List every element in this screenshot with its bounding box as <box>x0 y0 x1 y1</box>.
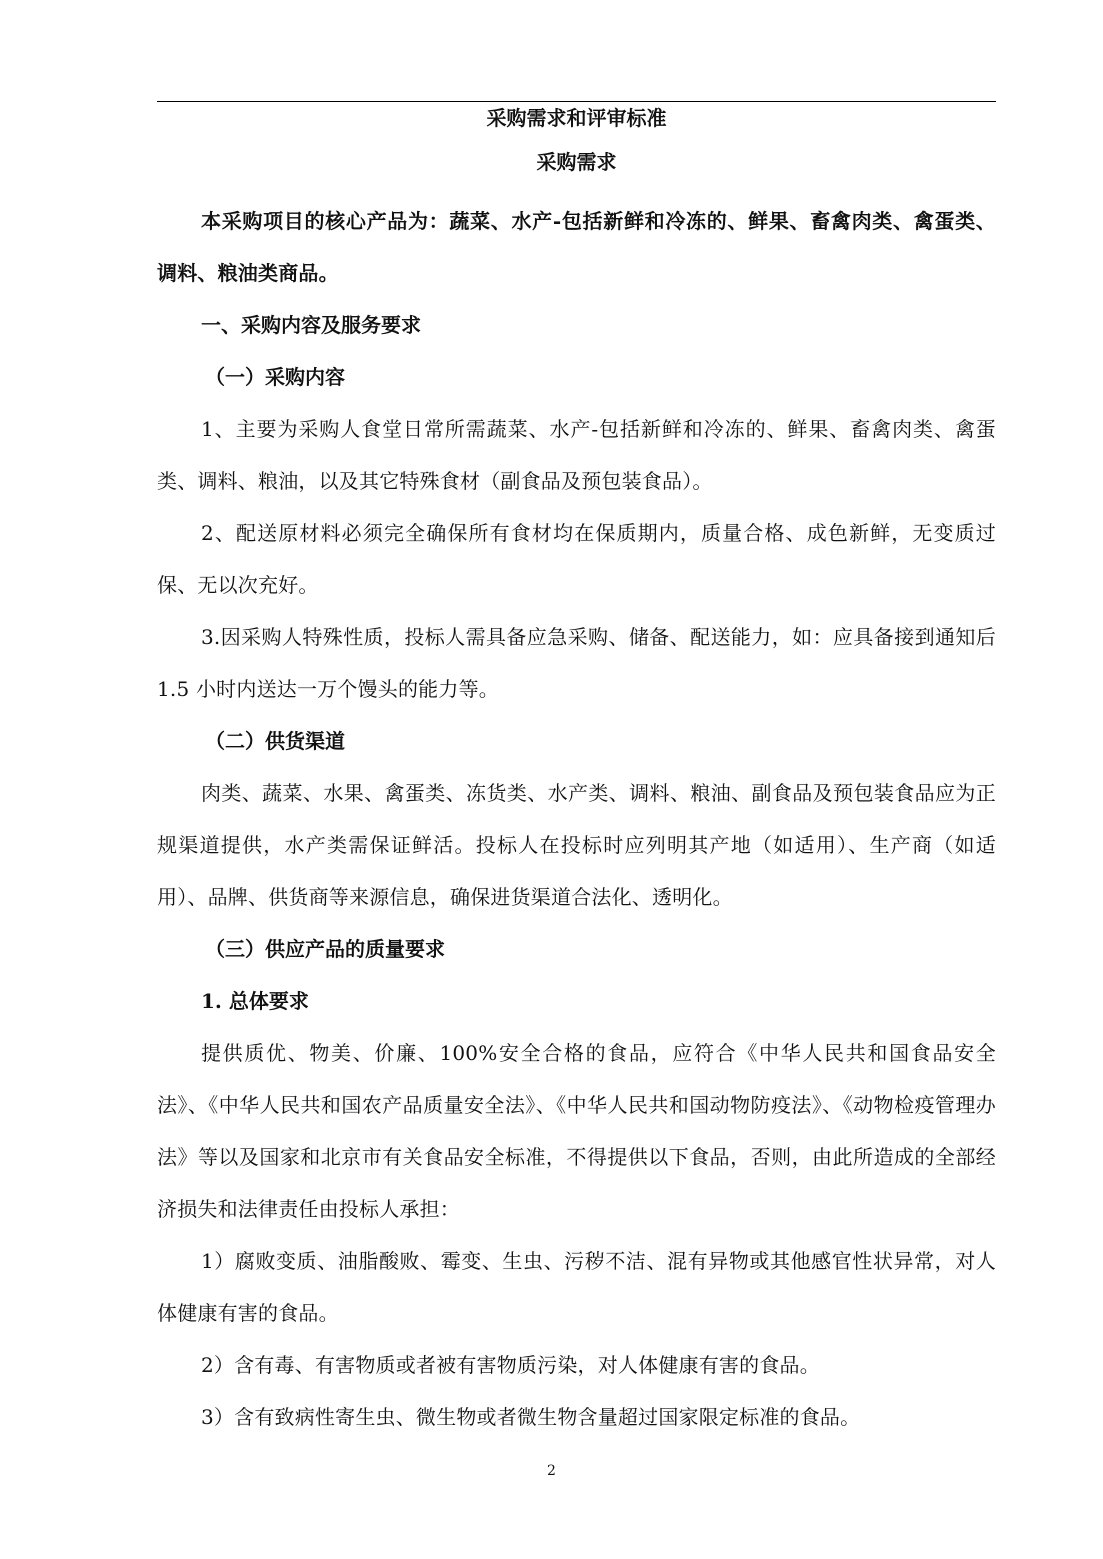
prohibited-food-rule-1: 1）腐败变质、油脂酸败、霉变、生虫、污秽不洁、混有异物或其他感官性状异常，对人体健康有害的食品。 <box>157 1249 996 1325</box>
core-products-paragraph: 本采购项目的核心产品为：蔬菜、水产-包括新鲜和冷冻的、鲜果、畜禽肉类、禽蛋类、调料、粮油类商品。 <box>157 209 996 285</box>
header-rule <box>157 101 996 102</box>
section-heading-procurement-content: 一、采购内容及服务要求 <box>201 313 421 337</box>
subsection-heading-supply-channels: （二）供货渠道 <box>205 729 345 753</box>
document-page <box>157 104 996 1443</box>
content-item-2: 2、配送原材料必须完全确保所有食材均在保质期内，质量合格、成色新鲜，无变质过保、无以次充好。 <box>157 521 996 597</box>
prohibited-food-rule-3: 3）含有致病性寄生虫、微生物或者微生物含量超过国家限定标准的食品。 <box>201 1405 861 1429</box>
document-title: 采购需求和评审标准 <box>486 106 667 130</box>
subsection-heading-quality: （三）供应产品的质量要求 <box>205 937 445 961</box>
page-number: 2 <box>547 1463 556 1479</box>
document-subtitle: 采购需求 <box>536 150 617 174</box>
content-item-1: 1、主要为采购人食堂日常所需蔬菜、水产-包括新鲜和冷冻的、鲜果、畜禽肉类、禽蛋类、调料、粮油，以及其它特殊食材（副食品及预包装食品）。 <box>157 417 996 493</box>
content-item-3: 3.因采购人特殊性质，投标人需具备应急采购、储备、配送能力，如：应具备接到通知后 1.5 小时内送达一万个馒头的能力等。 <box>157 625 996 701</box>
prohibited-food-rule-2: 2）含有毒、有害物质或者被有害物质污染，对人体健康有害的食品。 <box>201 1353 820 1377</box>
supply-channels-paragraph: 肉类、蔬菜、水果、禽蛋类、冻货类、水产类、调料、粮油、副食品及预包装食品应为正规渠道提供，水产类需保证鲜活。投标人在投标时应列明其产地（如适用）、生产商（如适用）、品牌、供货商等来源信息，确保进货渠道合法化、透明化。 <box>157 781 996 909</box>
general-requirements-paragraph: 提供质优、物美、价廉、100%安全合格的食品，应符合《中华人民共和国食品安全法》、《中华人民共和国农产品质量安全法》、《中华人民共和国动物防疫法》、《动物检疫管理办法》等以及国家和北京市有关食品安全标准，不得提供以下食品，否则，由此所造成的全部经济损失和法律责任由投标人承担： <box>157 1041 996 1221</box>
general-requirements-heading: 1. 总体要求 <box>201 989 309 1013</box>
subsection-heading-content: （一）采购内容 <box>205 365 345 389</box>
